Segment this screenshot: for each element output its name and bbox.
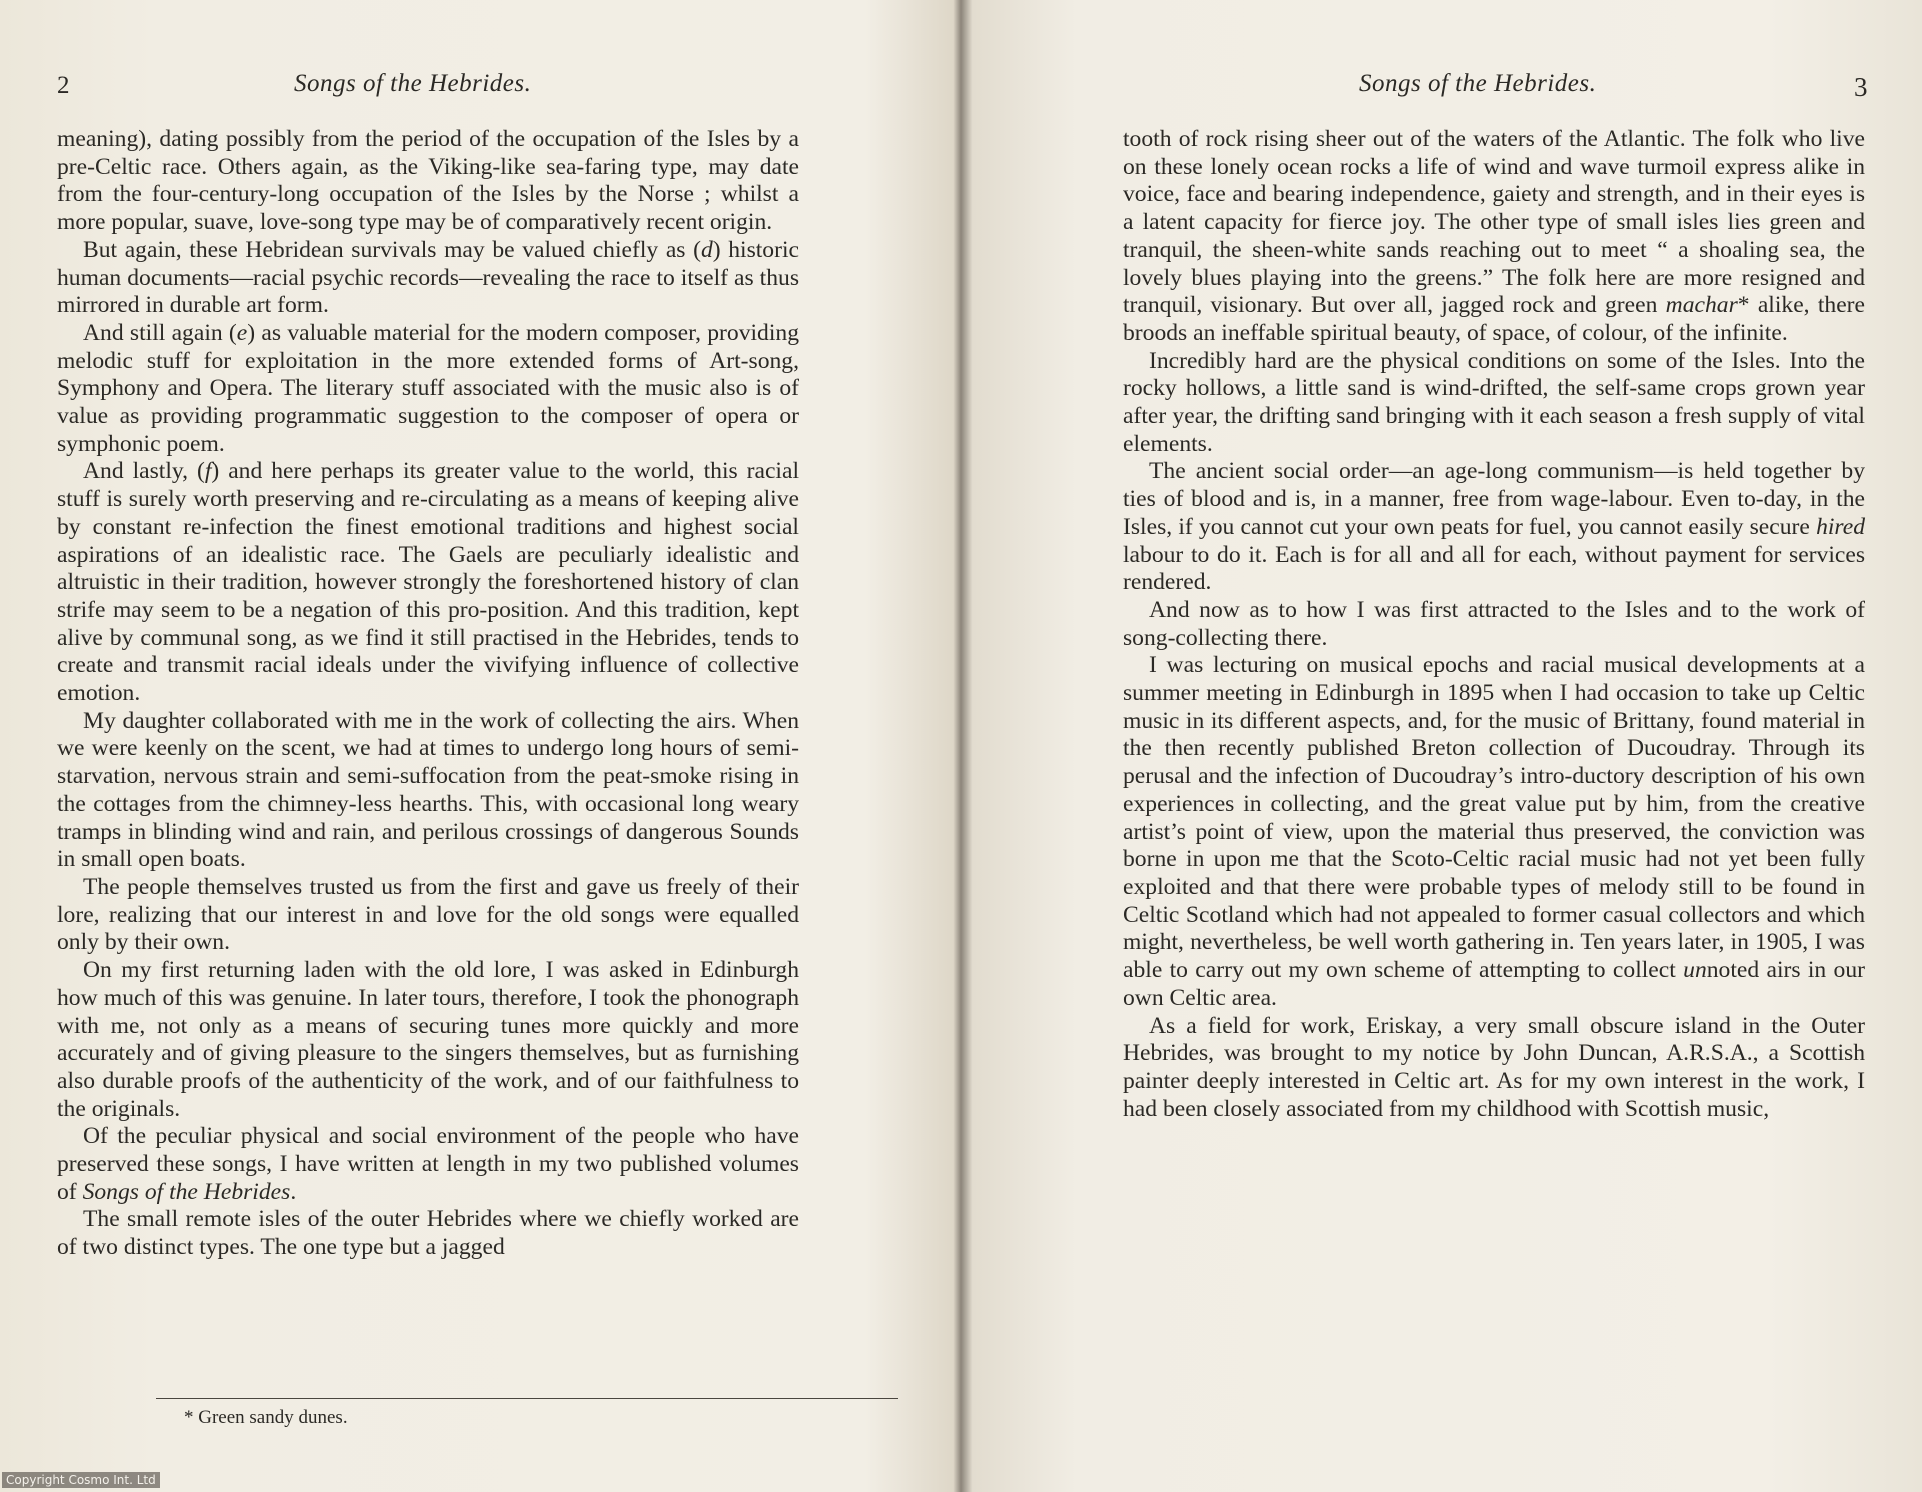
copyright-notice: Copyright Cosmo Int. Ltd — [2, 1472, 160, 1488]
paragraph: The people themselves trusted us from the first and gave us freely of their lore, realizing that our interest in and love for the old songs were equalled only by their own. — [57, 873, 799, 956]
page-number: 3 — [1854, 72, 1868, 102]
paragraph: Incredibly hard are the physical conditions on some of the Isles. Into the rocky hollows, a little sand is wind-drifted, the self-same crops grown year after year, the drifting sand bringing with it each season a fresh supply of vital elements. — [1123, 347, 1865, 457]
running-head: Songs of the Hebrides. — [294, 70, 532, 97]
paragraph: And now as to how I was first attracted to the Isles and to the work of song-collecting there. — [1123, 596, 1865, 651]
paragraph: As a field for work, Eriskay, a very small obscure island in the Outer Hebrides, was brought to my notice by John Duncan, A.R.S.A., a Scottish painter deeply interested in Celtic art. As for my own interest in the work, I had been closely associated from my childhood with Scottish music, — [1123, 1012, 1865, 1122]
paragraph: tooth of rock rising sheer out of the waters of the Atlantic. The folk who live on these lonely ocean rocks a life of wind and wave turmoil express alike in voice, face and bearing independence, gaiety and strength, and in their eyes is a latent capacity for fierce joy. The other type of small isles lies green and tranquil, the sheen-white sands reaching out to meet “ a shoaling sea, the lovely blues playing into the greens.” The folk here are more resigned and tranquil, visionary. But over all, jagged rock and green machar* alike, there broods an ineffable spiritual beauty, of space, of colour, of the infinite. — [1123, 126, 1866, 346]
paragraph: meaning), dating possibly from the period of the occupation of the Isles by a pre-Celtic race. Others again, as the Viking-like sea-faring type, may date from the four-century-long occupation of the Isles by the Norse ; whilst a more popular, suave, love-song type may be of comparatively recent origin. — [57, 126, 799, 236]
body-text — [57, 126, 799, 1262]
right-page — [967, 0, 1922, 1492]
page-number: 2 — [57, 72, 70, 99]
paragraph: The small remote isles of the outer Hebrides where we chiefly worked are of two distinct types. The one type but a jagged — [57, 1206, 799, 1261]
paragraph: But again, these Hebridean survivals may be valued chiefly as (d) historic human documents—racial psychic records—revealing the race to itself as thus mirrored in durable art form. — [57, 236, 799, 319]
footnote: * Green sandy dunes. — [184, 1407, 348, 1428]
paragraph: I was lecturing on musical epochs and racial musical developments at a summer meeting in Edinburgh in 1895 when I had occasion to take up Celtic music in its different aspects, and, for the music of Brittany, found material in the then recently published Breton collection of Ducoudray. Through its perusal and the infection of Ducoudray’s intro-ductory description of his own experiences in collecting, and the great value put by him, from the creative artist’s point of view, upon the material thus preserved, the conviction was borne in upon me that the Scoto-Celtic racial music had not yet been fully exploited and that there were probable types of melody still to be found in Celtic Scotland which had not appealed to former casual collectors and which might, nevertheless, be well worth gathering in. Ten years later, in 1905, I was able to carry out my own scheme of attempting to collect unnoted airs in our own Celtic area. — [1123, 652, 1865, 1011]
paragraph: The ancient social order—an age-long communism—is held together by ties of blood and is, in a manner, free from wage-labour. Even to-day, in the Isles, if you cannot cut your own peats for fuel, you cannot easily secure hired labour to do it. Each is for all and all for each, without payment for services rendered. — [1123, 458, 1865, 596]
paragraph: And still again (e) as valuable material for the modern composer, providing melodic stuff for exploitation in the more extended forms of Art-song, Symphony and Opera. The literary stuff associated with the music also is of value as providing programmatic suggestion to the composer of opera or symphonic poem. — [57, 319, 799, 457]
paragraph: On my first returning laden with the old lore, I was asked in Edinburgh how much of this was genuine. In later tours, therefore, I took the phonograph with me, not only as a means of securing tunes more quickly and more accurately and of giving pleasure to the singers themselves, but as furnishing also durable proofs of the authenticity of the work, and of our faithfulness to the originals. — [57, 957, 799, 1122]
running-head: Songs of the Hebrides. — [1359, 70, 1597, 97]
body-text — [1123, 126, 1865, 1123]
paragraph: And lastly, (f) and here perhaps its greater value to the world, this racial stuff is surely worth preserving and re-circulating as a means of keeping alive by constant re-infection the finest emotional traditions and highest social aspirations of an idealistic race. The Gaels are peculiarly idealistic and altruistic in their tradition, however strongly the foreshortened history of clan strife may seem to be a negation of this pro-position. And this tradition, kept alive by communal song, as we find it still practised in the Hebrides, tends to create and transmit racial ideals under the vivifying influence of collective emotion. — [57, 458, 799, 707]
paragraph: Of the peculiar physical and social environment of the people who have preserved these songs, I have written at length in my two published volumes of Songs of the Hebrides. — [57, 1123, 799, 1205]
left-page — [0, 0, 955, 1492]
paragraph: My daughter collaborated with me in the work of collecting the airs. When we were keenly on the scent, we had at times to undergo long hours of semi-starvation, nervous strain and semi-suffocation from the peat-smoke rising in the cottages from the chimney-less hearths. This, with occasional long weary tramps in blinding wind and rain, and perilous crossings of dangerous Sounds in small open boats. — [57, 707, 799, 873]
footnote-rule — [156, 1398, 898, 1399]
